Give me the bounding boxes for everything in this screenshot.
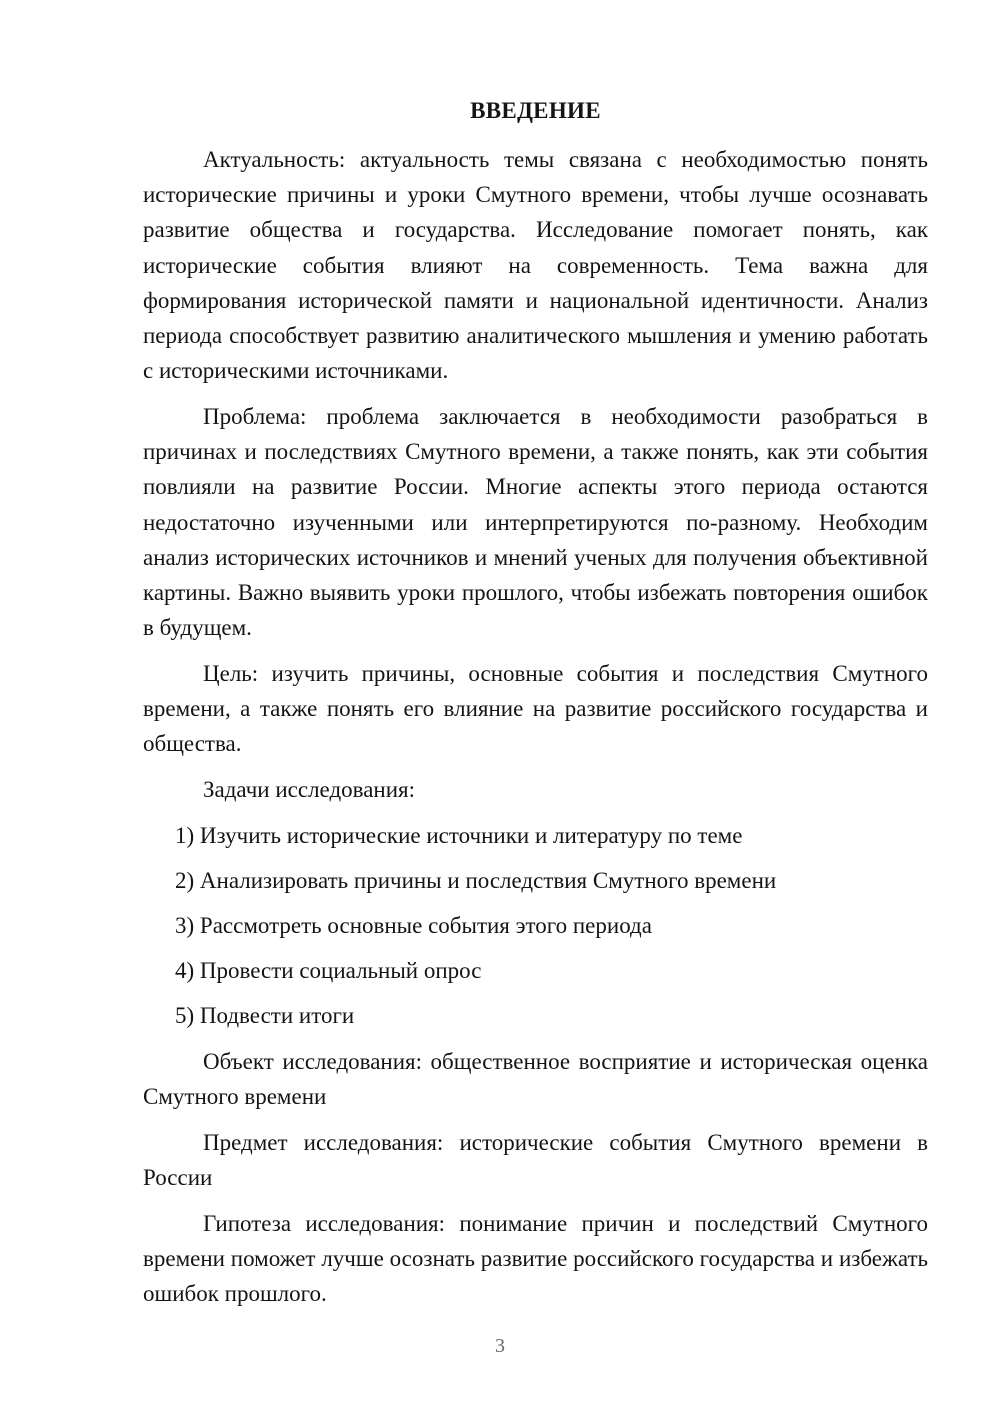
task-item-2: 2) Анализировать причины и последствия Смутного времени <box>175 868 777 893</box>
task-item-4: 4) Провести социальный опрос <box>175 958 482 983</box>
section-title: ВВЕДЕНИЕ <box>470 98 601 123</box>
task-item-1: 1) Изучить исторические источники и литературу по теме <box>175 823 743 848</box>
problem-paragraph: Проблема: проблема заключается в необходимости разобраться в причинах и последствиях Смутного времени, а также понять, как эти события повлияли на развитие России. Многие аспекты этого периода остаются недостаточно изученными или интерпретируются по-разному. Необходим анализ исторических источников и мнений ученых для получения объективной картины. Важно выявить уроки прошлого, чтобы избежать повторения ошибок в будущем. <box>143 404 928 641</box>
page-number: 3 <box>495 1335 505 1357</box>
task-item-3: 3) Рассмотреть основные события этого периода <box>175 913 652 938</box>
tasks-heading: Задачи исследования: <box>203 777 416 802</box>
goal-paragraph: Цель: изучить причины, основные события и последствия Смутного времени, а также понять его влияние на развитие российского государства и общества. <box>143 661 928 757</box>
task-item-5: 5) Подвести итоги <box>175 1003 355 1028</box>
object-paragraph: Объект исследования: общественное восприятие и историческая оценка Смутного времени <box>143 1049 928 1110</box>
relevance-paragraph: Актуальность: актуальность темы связана с необходимостью понять исторические причины и уроки Смутного времени, чтобы лучше осознавать развитие общества и государства. Исследование помогает понять, как исторические события влияют на современность. Тема важна для формирования исторической памяти и национальной идентичности. Анализ периода способствует развитию аналитического мышления и умению работать с историческими источниками. <box>143 147 928 384</box>
subject-paragraph: Предмет исследования: исторические события Смутного времени в России <box>143 1130 928 1191</box>
hypothesis-paragraph: Гипотеза исследования: понимание причин и последствий Смутного времени поможет лучше осознать развитие российского государства и избежать ошибок прошлого. <box>143 1211 928 1307</box>
